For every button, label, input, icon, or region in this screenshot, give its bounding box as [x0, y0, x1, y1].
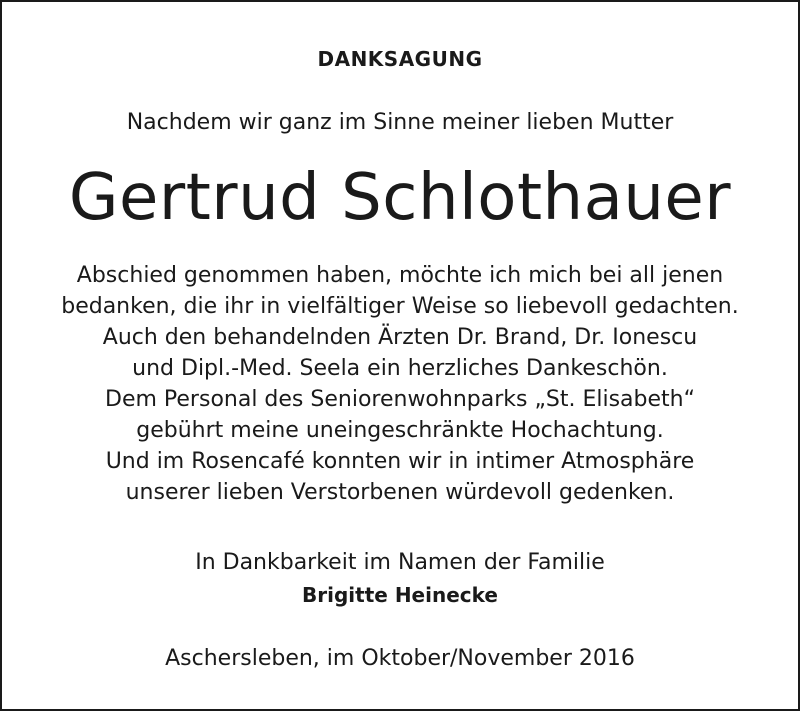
body-line: Und im Rosencafé konnten wir in intimer Atmosphäre [105, 449, 695, 474]
body-line: bedanken, die ihr in vielfältiger Weise so liebevoll gedachten. [61, 294, 739, 319]
intro-line: Nachdem wir ganz im Sinne meiner lieben Mutter [126, 110, 674, 135]
deceased-name: Gertrud Schlothauer [68, 161, 732, 235]
body-line: unserer lieben Verstorbenen würdevoll gedenken. [125, 480, 675, 505]
body-line: Abschied genommen haben, möchte ich mich bei all jenen [76, 263, 724, 288]
body-line: Auch den behandelnden Ärzten Dr. Brand, Dr. Ionescu [102, 325, 698, 350]
body-line: Dem Personal des Seniorenwohnparks „St. Elisabeth“ [105, 387, 695, 412]
notice-body [2, 260, 798, 508]
signatory-name: Brigitte Heinecke [302, 583, 498, 607]
body-line: und Dipl.-Med. Seela ein herzliches Dankeschön. [132, 356, 668, 381]
body-line: gebührt meine uneingeschränkte Hochachtung. [136, 418, 664, 443]
place-and-date: Aschersleben, im Oktober/November 2016 [165, 646, 635, 671]
notice-heading: DANKSAGUNG [317, 47, 483, 71]
closing-line: In Dankbarkeit im Namen der Familie [195, 550, 605, 575]
